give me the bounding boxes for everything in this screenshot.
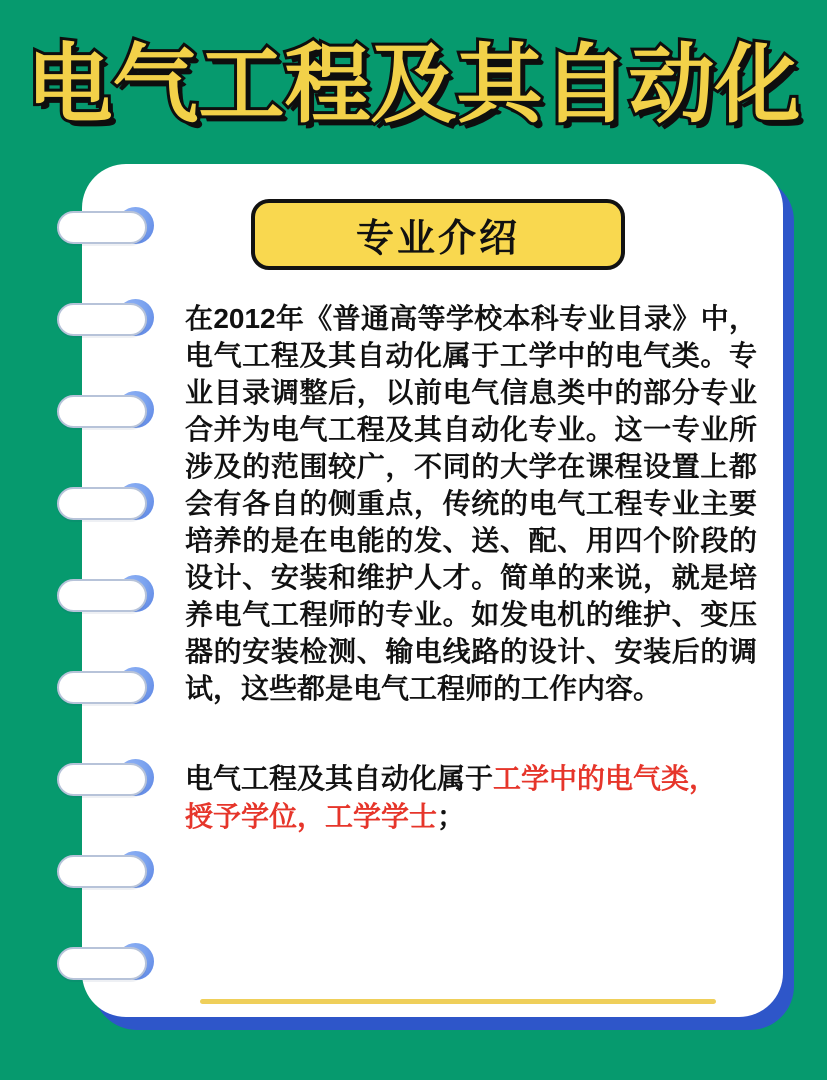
ring-pill-icon [57,671,147,704]
ring-pill-icon [57,579,147,612]
ring-pill-icon [57,211,147,244]
poster-title: 电气工程及其自动化 [26,37,801,133]
ring-pill-icon [57,395,147,428]
highlight-line2-red: 授予学位，工学学士 [185,801,438,832]
ring-pill-icon [57,763,147,796]
binder-ring-icon [57,205,157,245]
ring-pill-icon [57,855,147,888]
binder-ring-icon [57,941,157,981]
footer-underline [200,999,716,1004]
ring-pill-icon [57,487,147,520]
binder-ring-icon [57,757,157,797]
binder-ring-icon [57,849,157,889]
binder-ring-icon [57,481,157,521]
highlight-line1-red: 工学中的电气类， [493,763,718,794]
highlight-paragraph [185,760,765,836]
binder-ring-icon [57,297,157,337]
binder-ring-icon [57,573,157,613]
highlight-line-2 [185,798,765,836]
highlight-line-1 [185,760,765,798]
ring-pill-icon [57,947,147,980]
ring-pill-icon [57,303,147,336]
section-badge [251,199,625,270]
binder-ring-icon [57,389,157,429]
highlight-line1-black: 电气工程及其自动化属于 [185,763,494,794]
binder-ring-icon [57,665,157,705]
intro-paragraph: 在2012年《普通高等学校本科专业目录》中，电气工程及其自动化属于工学中的电气类。专业目录调整后，以前电气信息类中的部分专业合并为电气工程及其自动化专业。这一专业所涉及的范围较广，不同的大学在课程设置上都会有各自的侧重点，传统的电气工程专业主要培养的是在电能的发、送、配、用四个阶段的设计、安装和维护人才。简单的来说，就是培养电气工程师的专业。如发电机的维护、变压器的安装检测、输电线路的设计、安装后的调试，这些都是电气工程师的工作内容。 [185,303,757,704]
section-badge-label: 专业介绍 [355,218,520,260]
highlight-line2-black: ； [437,801,466,832]
